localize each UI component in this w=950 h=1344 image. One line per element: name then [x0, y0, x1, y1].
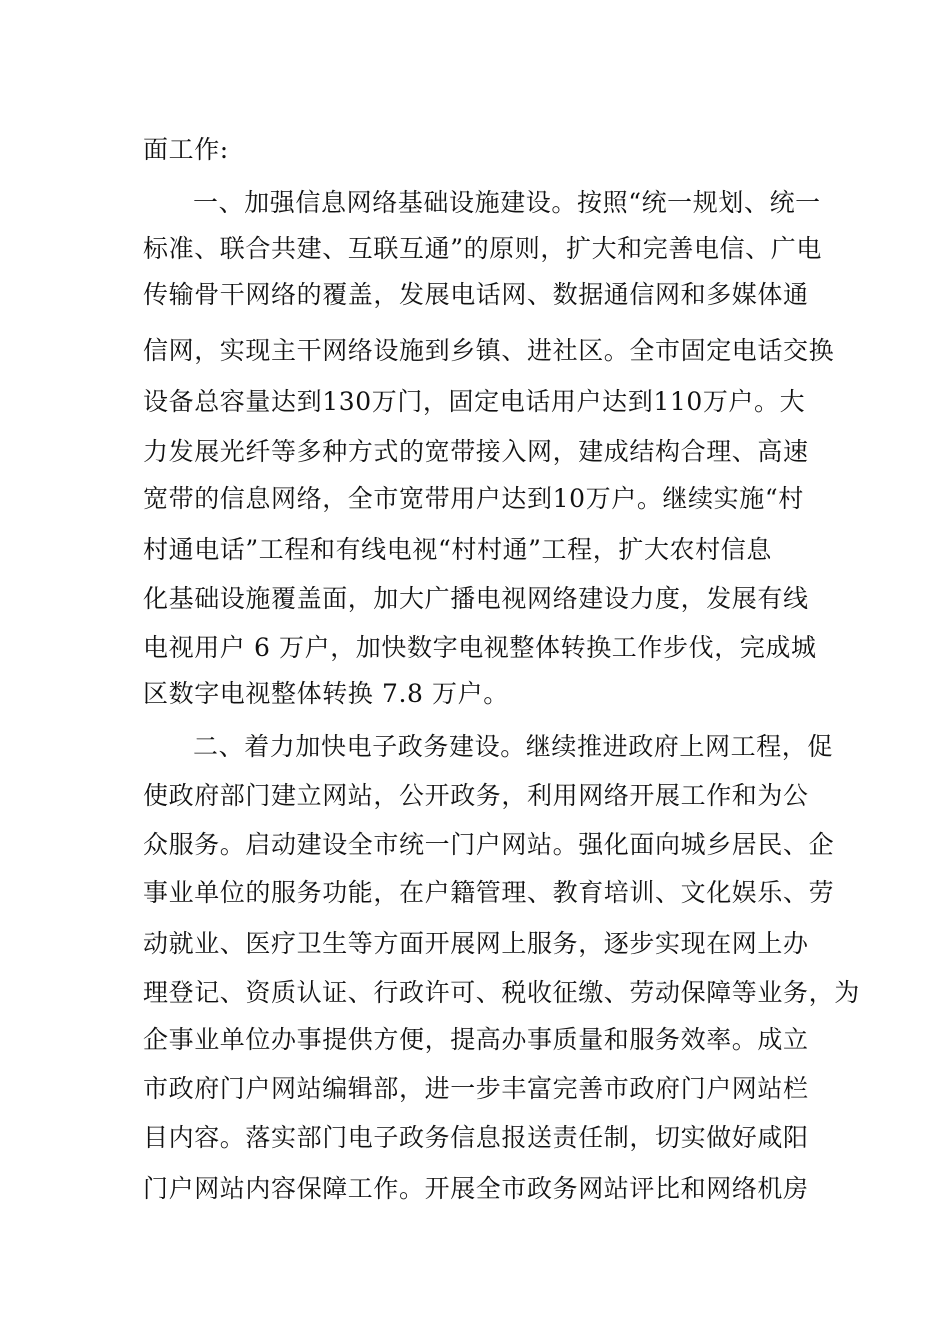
text-line: 目内容。落实部门电子政务信息报送责任制，切实做好咸阳 [143, 1123, 809, 1152]
text-line: 设备总容量达到130万门，固定电话用户达到110万户。大 [143, 387, 806, 416]
text-line: 市政府门户网站编辑部，进一步丰富完善市政府门户网站栏 [143, 1074, 809, 1103]
text-line: 理登记、资质认证、行政许可、税收征缴、劳动保障等业务，为 [143, 978, 860, 1007]
text-line: 村通电话”工程和有线电视“村村通”工程，扩大农村信息 [143, 535, 772, 564]
text-line: 企事业单位办事提供方便，提高办事质量和服务效率。成立 [143, 1025, 809, 1054]
text-line: 众服务。启动建设全市统一门户网站。强化面向城乡居民、企 [143, 830, 835, 859]
text-line: 宽带的信息网络，全市宽带用户达到10万户。继续实施“村 [143, 484, 804, 513]
text-line: 电视用户 6 万户，加快数字电视整体转换工作步伐，完成城 [143, 633, 817, 662]
text-line: 力发展光纤等多种方式的宽带接入网，建成结构合理、高速 [143, 437, 809, 466]
text-line: 标准、联合共建、互联互通”的原则，扩大和完善电信、广电 [143, 234, 822, 263]
text-line: 一、加强信息网络基础设施建设。按照“统一规划、统一 [193, 188, 821, 217]
text-line: 门户网站内容保障工作。开展全市政务网站评比和网络机房 [143, 1174, 809, 1203]
text-line: 使政府部门建立网站，公开政务，利用网络开展工作和为公 [143, 781, 809, 810]
text-line: 面工作: [143, 135, 229, 164]
text-line: 动就业、医疗卫生等方面开展网上服务，逐步实现在网上办 [143, 929, 809, 958]
text-line: 化基础设施覆盖面，加大广播电视网络建设力度，发展有线 [143, 584, 809, 613]
text-line: 二、着力加快电子政务建设。继续推进政府上网工程，促 [193, 732, 834, 761]
text-line: 信网，实现主干网络设施到乡镇、进社区。全市固定电话交换 [143, 336, 835, 365]
text-line: 传输骨干网络的覆盖，发展电话网、数据通信网和多媒体通 [143, 280, 809, 309]
text-line: 事业单位的服务功能，在户籍管理、教育培训、文化娱乐、劳 [143, 878, 835, 907]
text-line: 区数字电视整体转换 7.8 万户。 [143, 679, 509, 708]
